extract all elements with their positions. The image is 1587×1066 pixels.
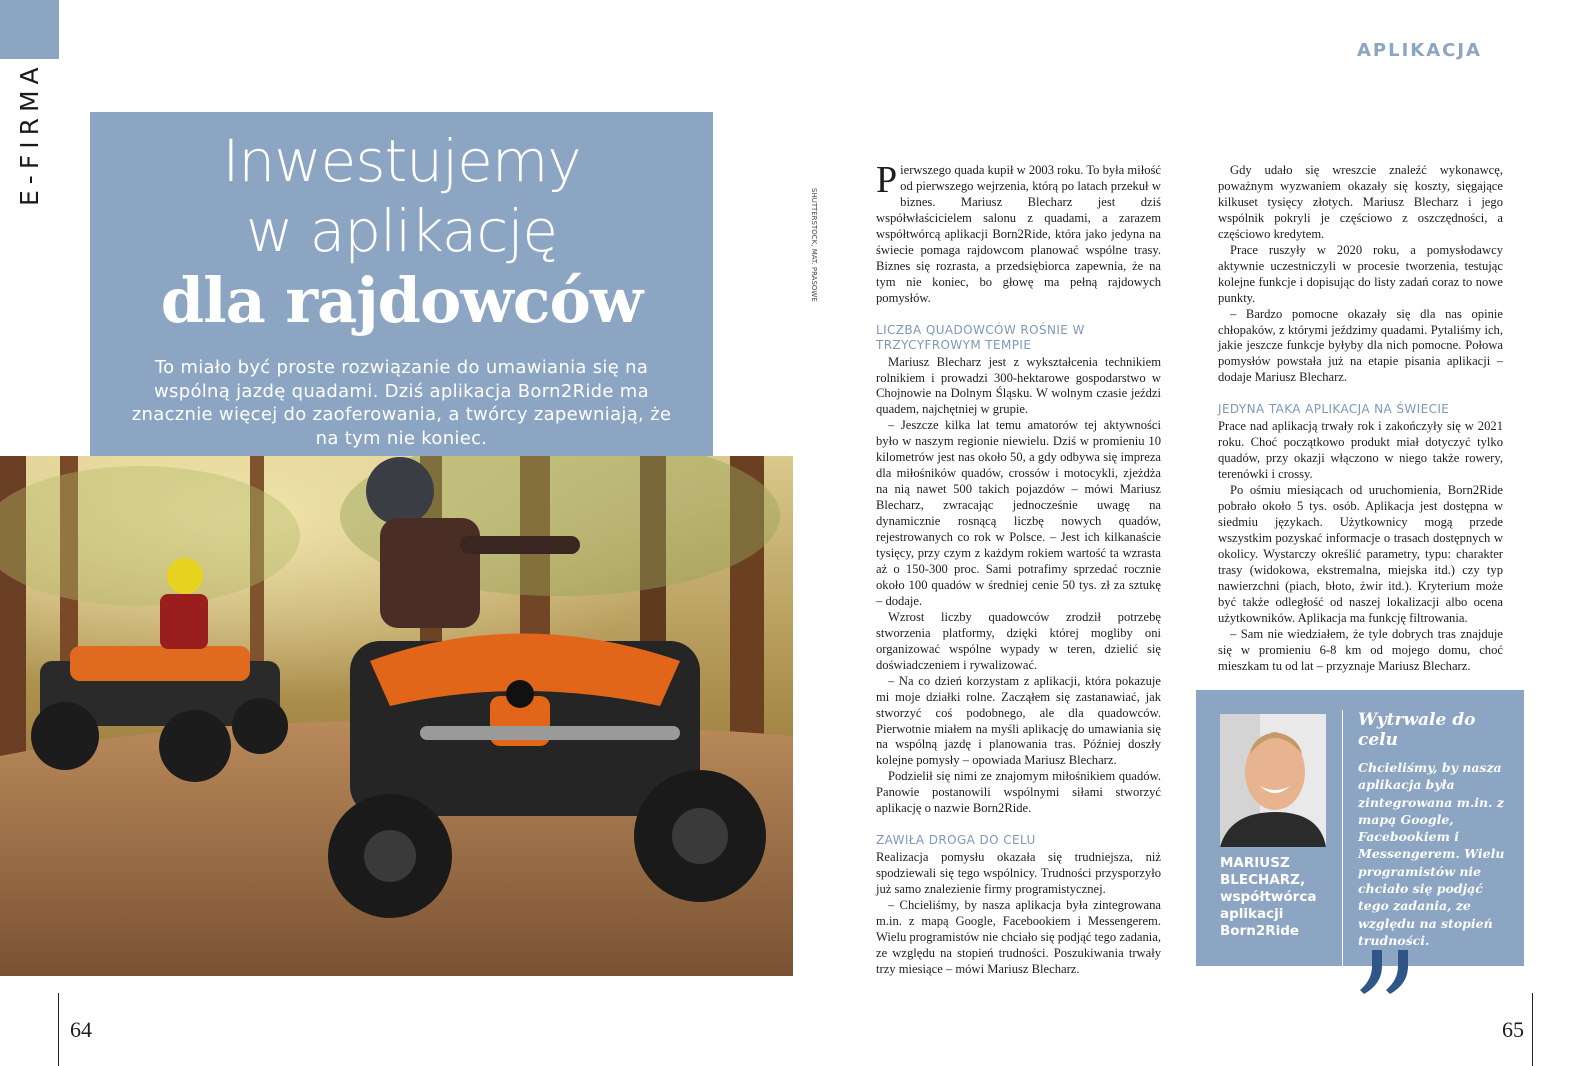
paragraph: Prace nad aplikacją trwały rok i zakończyły się w 2021 roku. Choć początkowo produkt miał dotyczyć tylko quadów, przy okazji włączono w niego także rowery, terenówki i crossy. — [1218, 419, 1503, 482]
quote-mark-icon — [1356, 946, 1412, 994]
section-label-vertical: E-FIRMA — [15, 61, 44, 206]
subheading: JEDYNA TAKA APLIKACJA NA ŚWIECIE — [1218, 402, 1450, 417]
section-label-right: APLIKACJA — [1356, 40, 1482, 61]
drop-cap: P — [876, 159, 898, 201]
lead-paragraph: To miało być proste rozwiązanie do umawiania się na wspólną jazdę quadami. Dziś aplikacja Born2Ride ma znacznie więcej do zaoferowania, a twórcy zapewniają, że na tym nie koniec. — [131, 357, 672, 449]
portrait-photo — [1220, 714, 1326, 847]
paragraph: Podzielił się nimi ze znajomym miłośnikiem quadów. Panowie postanowili wspólnymi siłami stworzyć aplikację o nazwie Born2Ride. — [876, 769, 1161, 816]
corner-accent-block — [0, 0, 59, 59]
subheading: ZAWIŁA DROGA DO CELU — [876, 833, 1036, 848]
paragraph: Gdy udało się wreszcie znaleźć wykonawcę, poważnym wyzwaniem okazały się koszty, sięgające kilkuset tysięcy złotych. Mariusz Blecharz i jego wspólnik pokryli je częściowo z oszczędności, a częściowo kredytem. — [1218, 163, 1503, 241]
paragraph: – Jeszcze kilka lat temu amatorów tej aktywności było w naszym regionie niewielu. Dziś w promieniu 10 kilometrów jest nas około 50, a gdy odbywa się impreza dla miłośników quadów, crossów i motocykli, zjeżdża na nią nawet 500 takich pojazdów – mówi Mariusz Blecharz, zwracając jednocześnie uwagę na dynamicznie rosnącą liczbę nowych quadów, rejestrowanych co rok w Polsce. – Jest ich kilkanaście tysięcy, przy czym z każdym rokiem wartość ta wzrasta aż o 150-300 proc. Sami potrafimy sprzedać rocznie około 100 quadów w średniej cenie 50 tys. zł za sztukę – dodaje. — [876, 418, 1161, 608]
page-rule-left — [58, 993, 59, 1066]
sidebar-divider — [1342, 710, 1343, 966]
quote-text: Chcieliśmy, by nasza aplikacja była zintegrowana m.in. z mapą Google, Facebookiem i Messengerem. Wielu programistów nie chciało się podjąć tego zadania, ze względu na stopień trudności. — [1358, 760, 1505, 948]
title-line-3: dla rajdowców — [160, 264, 643, 337]
article-column-2 — [1218, 163, 1503, 675]
page-rule-right — [1532, 993, 1533, 1066]
paragraph: – Chcieliśmy, by nasza aplikacja była zintegrowana m.in. z mapą Google, Facebookiem i Messengerem. Wielu programistów nie chciało się podjąć tego zadania, ze względu na stopień trudności. Poszukiwania trwały trzy miesiące – mówi Mariusz Blecharz. — [876, 898, 1161, 976]
atv-photo — [0, 456, 793, 976]
paragraph — [876, 159, 1161, 307]
article-column-1 — [876, 159, 1161, 978]
page-number-right: 65 — [1502, 1017, 1524, 1042]
person-name: MARIUSZ BLECHARZ, — [1220, 855, 1306, 888]
paragraph: Wzrost liczby quadowców zrodził potrzebę stworzenia platformy, dzięki której mogliby oni organizować wspólne wypady w teren, dzielić się doświadczeniem i rywalizować. — [876, 609, 1161, 672]
quote-sidebar — [1196, 690, 1524, 966]
paragraph: Po ośmiu miesiącach od uruchomienia, Born2Ride pobrało około 5 tys. osób. Aplikacja jest dostępna w siedmiu językach. Użytkownicy mogą przede wszystkim pozyskać informacje o trasach dostępnych w okolicy. Wystarczy określić parametry, typu: charakter trasy (widokowa, ekstremalna, miejska itd.) czy typ nawierzchni (piach, błoto, żwir itd.). Kryterium może być także odległość od naszej lokalizacji albo ocena użytkowników. Aplikacja ma funkcję filtrowania. — [1218, 483, 1503, 625]
page-number-left: 64 — [70, 1017, 92, 1042]
title-line-1: Inwestujemy — [222, 127, 581, 195]
paragraph: Realizacja pomysłu okazała się trudniejsza, niż spodziewali się tego wspólnicy. Trudności przysporzyło już samo znalezienie firmy programistycznej. — [876, 850, 1161, 897]
subheading: LICZBA QUADOWCÓW ROŚNIE W TRZYCYFROWYM TEMPIE — [876, 322, 1085, 352]
title-box — [90, 112, 713, 456]
paragraph: – Sam nie wiedziałem, że tyle dobrych tras znajduje się w promieniu 6-8 km od mojego domu, choć mieszkam tu od lat – przyznaje Mariusz Blecharz. — [1218, 626, 1503, 673]
paragraph: Prace ruszyły w 2020 roku, a pomysłodawcy aktywnie uczestniczyli w procesie tworzenia, testując kolejne funkcje i dopisując do listy zadań coraz to nowe punkty. — [1218, 242, 1503, 305]
quote-title: Wytrwale do celu — [1358, 710, 1476, 750]
paragraph: Mariusz Blecharz jest z wykształcenia technikiem rolnikiem i prowadzi 300-hektarowe gospodarstwo w Chojnowie na Dolnym Śląsku. W wolnym czasie jeździ quadem, najchętniej w grupie. — [876, 354, 1161, 417]
person-role: współtwórca aplikacji Born2Ride — [1220, 889, 1317, 939]
title-line-2: w aplikację — [245, 197, 558, 265]
paragraph: – Na co dzień korzystam z aplikacji, która pokazuje mi moje działki rolne. Zacząłem się zastanawiać, jak stworzyć coś podobnego, ale dla quadowców. Pierwotnie miałem na myśli aplikację do umawiania się na wspólną jazdę i planowania tras. Później doszły kolejne pomysły – opowiada Mariusz Blecharz. — [876, 673, 1161, 768]
paragraph-text: ierwszego quada kupił w 2003 roku. To była miłość od pierwszego wejrzenia, którą po latach przekuł w biznes. Mariusz Blecharz jest dziś współwłaścicielem salonu z quadami, a zarazem współtwórcą aplikacji Born2Ride, która jako jedyna na świecie pomaga rajdowcom planować wspólne trasy. Biznes się rozrasta, a przedsiębiorca zapewnia, że na tym nie koniec, bo głowę ma pełną rajdowych pomysłów. — [876, 163, 1161, 305]
paragraph: – Bardzo pomocne okazały się dla nas opinie chłopaków, z którymi jeździmy quadami. Pytaliśmy ich, jakie jeszcze funkcje byłyby dla nich pomocne. Połowa pomysłów powstała już na etapie pisania aplikacji – dodaje Mariusz Blecharz. — [1218, 306, 1503, 385]
photo-credit: SHUTTERSTOCK, MAT. PRASOWE — [810, 188, 818, 302]
